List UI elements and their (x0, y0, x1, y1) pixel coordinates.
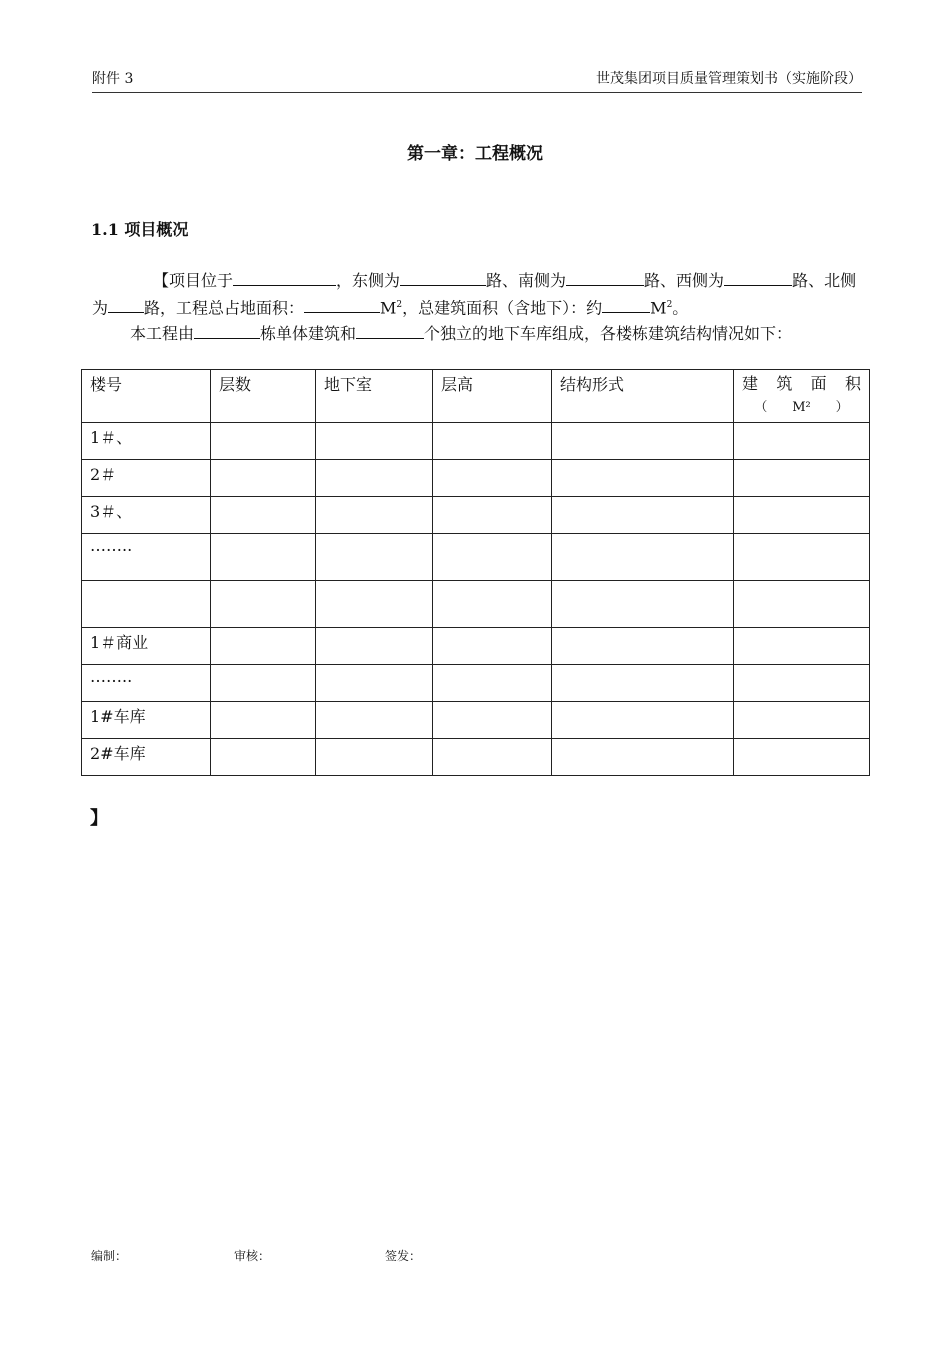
table-cell[interactable] (316, 423, 433, 460)
table-cell[interactable] (316, 581, 433, 628)
section-title: 1.1 项目概况 (91, 220, 189, 239)
building-no-cell: …….. (82, 665, 211, 702)
project-location-paragraph (92, 268, 864, 320)
header-building-no: 楼号 (82, 370, 211, 423)
table-cell[interactable] (552, 581, 734, 628)
building-no-cell: 3＃、 (82, 497, 211, 534)
blank-land-area[interactable] (304, 295, 380, 313)
blank-total-area[interactable] (602, 295, 650, 313)
footer-reviewer-label: 审核： (234, 1249, 271, 1263)
footer-issuer-label: 签发： (385, 1249, 422, 1263)
header-area-char: 建 (742, 374, 759, 393)
blank-building-count[interactable] (194, 321, 260, 339)
table-cell[interactable] (433, 460, 552, 497)
table-cell[interactable] (316, 534, 433, 581)
table-row (82, 628, 870, 665)
building-no-cell: 1＃商业 (82, 628, 211, 665)
table-cell[interactable] (433, 423, 552, 460)
table-cell[interactable] (552, 497, 734, 534)
table-cell[interactable] (316, 628, 433, 665)
table-row (82, 534, 870, 581)
table-row (82, 423, 870, 460)
chapter-title: 第一章：工程概况 (407, 144, 543, 164)
header-area-char: 积 (844, 374, 861, 393)
table-row (82, 739, 870, 776)
table-cell[interactable] (211, 423, 316, 460)
text-segment: 路、西侧为 (644, 271, 725, 290)
table-cell[interactable] (433, 665, 552, 702)
table-cell[interactable] (552, 423, 734, 460)
table-cell[interactable] (433, 628, 552, 665)
table-cell[interactable] (316, 665, 433, 702)
blank-location[interactable] (233, 268, 336, 286)
table-cell[interactable] (734, 423, 870, 460)
table-cell[interactable] (211, 628, 316, 665)
building-no-cell: 2#车库 (82, 739, 211, 776)
header-area-paren: （ (754, 400, 768, 415)
table-cell[interactable] (734, 581, 870, 628)
blank-west-road[interactable] (724, 268, 792, 286)
table-row (82, 497, 870, 534)
table-cell[interactable] (734, 665, 870, 702)
building-no-cell: 2＃ (82, 460, 211, 497)
area-unit-superscript: 2 (666, 300, 673, 310)
table-cell[interactable] (211, 581, 316, 628)
header-floors: 层数 (211, 370, 316, 423)
header-area-unit: M² (792, 400, 811, 415)
blank-south-road[interactable] (566, 268, 644, 286)
building-no-cell: …….. (82, 534, 211, 581)
table-cell[interactable] (552, 739, 734, 776)
text-segment: 路，工程总占地面积： (144, 298, 305, 318)
text-segment: 本工程由 (130, 324, 195, 343)
building-structure-table (81, 369, 870, 776)
header-area-paren: ） (835, 400, 849, 415)
header-basement: 地下室 (316, 370, 433, 423)
building-no-cell (82, 581, 211, 628)
header-structure-type: 结构形式 (552, 370, 734, 423)
page-header (92, 66, 862, 93)
area-unit-superscript: 2 (396, 300, 403, 310)
table-cell[interactable] (433, 739, 552, 776)
text-segment: 路、北侧为 (92, 271, 857, 318)
text-segment: 。 (672, 298, 689, 318)
building-no-cell: 1#车库 (82, 702, 211, 739)
blank-garage-count[interactable] (356, 321, 424, 339)
table-row (82, 460, 870, 497)
table-cell[interactable] (316, 497, 433, 534)
table-cell[interactable] (316, 460, 433, 497)
table-cell[interactable] (734, 702, 870, 739)
table-cell[interactable] (433, 581, 552, 628)
building-no-cell: 1＃、 (82, 423, 211, 460)
text-segment: 【项目位于 (153, 271, 234, 290)
table-cell[interactable] (211, 739, 316, 776)
table-cell[interactable] (734, 739, 870, 776)
table-cell[interactable] (734, 460, 870, 497)
header-attachment-label: 附件 3 (92, 71, 134, 87)
area-unit: M (380, 298, 397, 318)
text-segment: 个独立的地下车库组成，各楼栋建筑结构情况如下： (424, 324, 793, 343)
header-building-area (734, 370, 870, 423)
table-cell[interactable] (211, 665, 316, 702)
table-cell[interactable] (552, 665, 734, 702)
text-segment: ，东侧为 (336, 271, 401, 290)
table-row (82, 702, 870, 739)
table-cell[interactable] (433, 497, 552, 534)
header-document-title: 世茂集团项目质量管理策划书（实施阶段） (596, 71, 862, 87)
closing-bracket: 】 (90, 808, 108, 829)
table-row (82, 581, 870, 628)
table-cell[interactable] (433, 534, 552, 581)
table-cell[interactable] (734, 497, 870, 534)
table-cell[interactable] (211, 460, 316, 497)
footer-editor-label: 编制： (91, 1249, 128, 1263)
table-cell[interactable] (211, 534, 316, 581)
table-row (82, 665, 870, 702)
header-area-char: 面 (810, 374, 827, 393)
blank-east-road[interactable] (400, 268, 486, 286)
table-cell[interactable] (211, 702, 316, 739)
table-cell[interactable] (316, 739, 433, 776)
header-area-char: 筑 (776, 374, 793, 393)
blank-north-road[interactable] (108, 295, 144, 313)
text-segment: ，总建筑面积（含地下）：约 (402, 298, 603, 318)
table-cell[interactable] (552, 702, 734, 739)
table-cell[interactable] (211, 497, 316, 534)
project-composition-paragraph (92, 321, 864, 346)
header-floor-height: 层高 (433, 370, 552, 423)
area-unit: M (650, 298, 667, 318)
table-cell[interactable] (734, 628, 870, 665)
text-segment: 路、南侧为 (486, 271, 567, 290)
table-cell[interactable] (552, 628, 734, 665)
table-cell[interactable] (552, 534, 734, 581)
text-segment: 栋单体建筑和 (260, 324, 357, 343)
table-cell[interactable] (552, 460, 734, 497)
table-cell[interactable] (316, 702, 433, 739)
table-cell[interactable] (734, 534, 870, 581)
table-cell[interactable] (433, 702, 552, 739)
table-header-row (82, 370, 870, 423)
